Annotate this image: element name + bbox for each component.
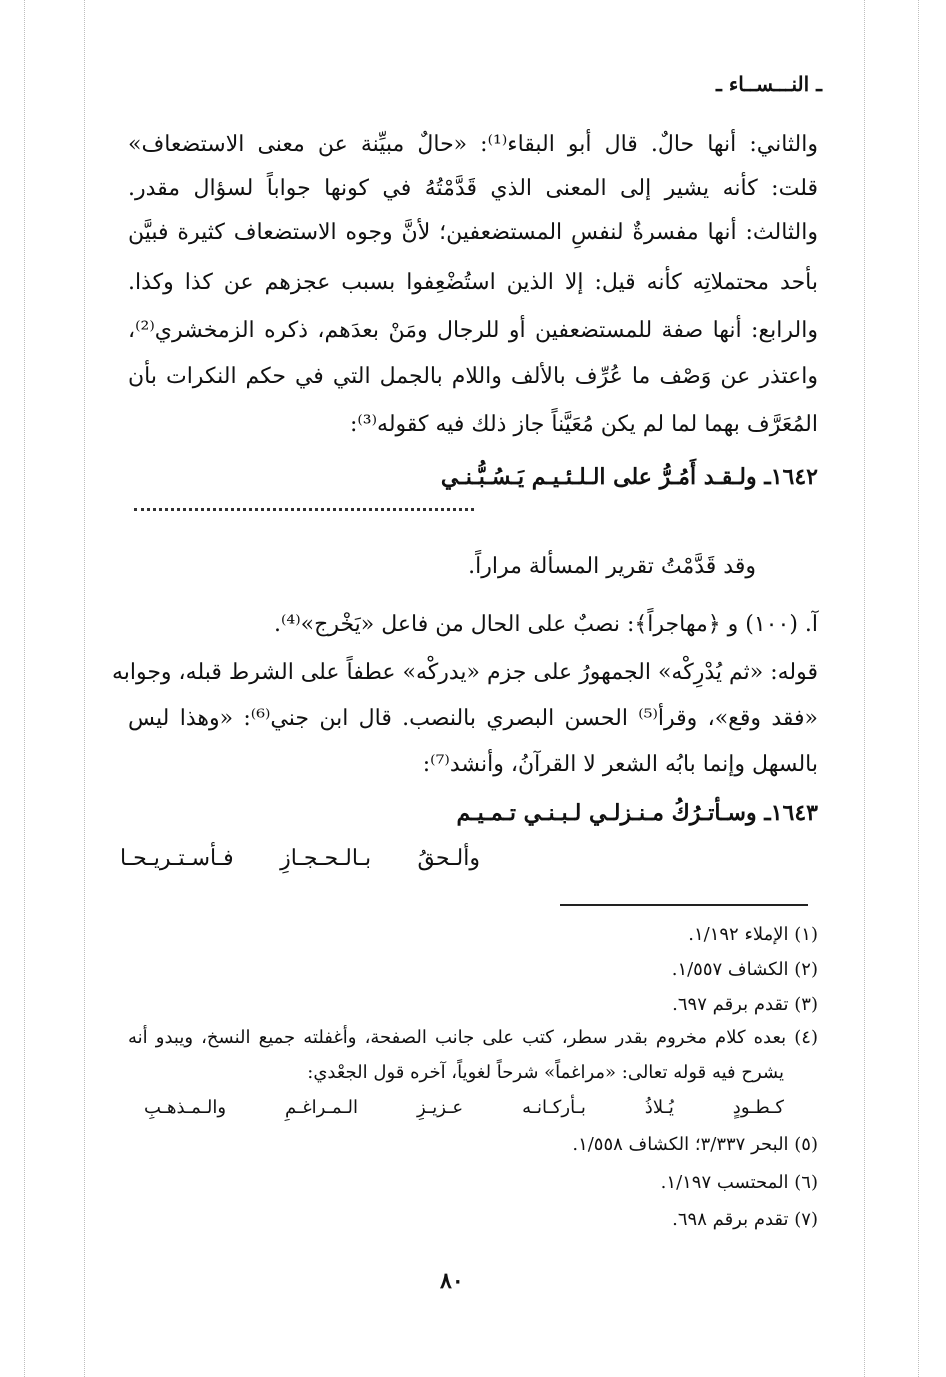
verse-heading-100: آ. (١٠٠) و ﴿مهاجراً﴾: نصبٌ على الحال من فاعل «يَخْرج»⁽⁴⁾. — [274, 612, 818, 637]
body-line: والرابع: أنها صفة للمستضعفين أو للرجال ومَنْ بعدَهم، ذكره الزمخشري⁽²⁾، — [128, 318, 818, 343]
body-line: قوله: «ثم يُدْرِكْه» الجمهورُ على جزم «يدركْه» عطفاً على الشرط قبله، وجوابه — [111, 660, 818, 685]
page-number: ٨٠ — [440, 1268, 464, 1294]
margin-guide — [918, 0, 919, 1377]
footnote-2: (٢) الكشاف ١/٥٥٧. — [671, 959, 818, 980]
verse-1642: ١٦٤٢ـ ولـقـد أَمُـرُّ على الـلـئـيـم يَـسُـبُّـنـي — [440, 464, 818, 490]
body-line: «فقد وقع»، وقرأ⁽⁵⁾ الحسن البصري بالنصب. قال ابن جني⁽⁶⁾: «وهذا ليس — [128, 706, 818, 731]
footnote-4-poem: كـطـودٍ يُـلاذُ بـأركـانـه عـزيـزِ الـمـراغـمِ والـمـذهـبِ — [144, 1097, 784, 1118]
body-line: والثاني: أنها حالٌ. قال أبو البقاء⁽¹⁾: «حالٌ مبيِّنة عن معنى الاستضعاف» — [128, 132, 818, 157]
margin-guide — [24, 0, 25, 1377]
footnote-6: (٦) المحتسب ١/١٩٧. — [660, 1172, 818, 1193]
ellipsis-dots — [134, 508, 474, 511]
footnote-separator — [560, 904, 808, 906]
body-line: قلت: كأنه يشير إلى المعنى الذي قَدَّمْتُهُ في كونها جواباً لسؤال مقدر. — [128, 176, 818, 201]
verse-1643-second: وألـحقُ بـالـحـجـازِ فـأسـتـريـحـا — [120, 846, 480, 871]
body-line: واعتذر عن وَصْف ما عُرِّف بالألف واللام بالجمل التي في حكم النكرات بأن — [128, 364, 818, 389]
body-line: بالسهل وإنما بابُه الشعر لا القرآنُ، وأنشد⁽⁷⁾: — [422, 752, 818, 777]
body-line: بأحد محتملاتِه كأنه قيل: إلا الذين استُضْعِفوا بسبب عجزهم عن كذا وكذا. — [128, 270, 818, 295]
body-line: والثالث: أنها مفسرةٌ لنفسِ المستضعفين؛ لأنَّ وجوه الاستضعاف كثيرة فبيَّن — [128, 220, 818, 245]
margin-guide — [864, 0, 865, 1377]
footnote-1: (١) الإملاء ١/١٩٢. — [688, 924, 818, 945]
body-line: المُعَرَّف بهما لما لم يكن مُعَيَّناً جاز ذلك فيه كقوله⁽³⁾: — [349, 412, 818, 437]
footnote-4: (٤) بعده كلام مخروم بقدر سطر، كتب على جانب الصفحة، وأغفلته جميع النسخ، ويبدو أنه — [128, 1027, 818, 1048]
footnote-3: (٣) تقدم برقم ٦٩٧. — [672, 994, 818, 1015]
footnote-5: (٥) البحر ٣/٣٣٧؛ الكشاف ١/٥٥٨. — [572, 1134, 818, 1155]
verse-1643-first: ١٦٤٣ـ وسـأتـرُكُ مـنـزلـي لـبـنـي تـمـيـم — [456, 800, 818, 826]
running-header: ـ النـــســاء ـ — [716, 72, 822, 96]
footnote-7: (٧) تقدم برقم ٦٩٨. — [672, 1209, 818, 1230]
footnote-4-continued: يشرح فيه قوله تعالى: «مراغماً» شرحاً لغوياً، آخره قول الجعْدي: — [307, 1062, 784, 1083]
body-line: وقد قَدَّمْتُ تقرير المسألة مراراً. — [468, 554, 756, 579]
margin-guide — [84, 0, 85, 1377]
